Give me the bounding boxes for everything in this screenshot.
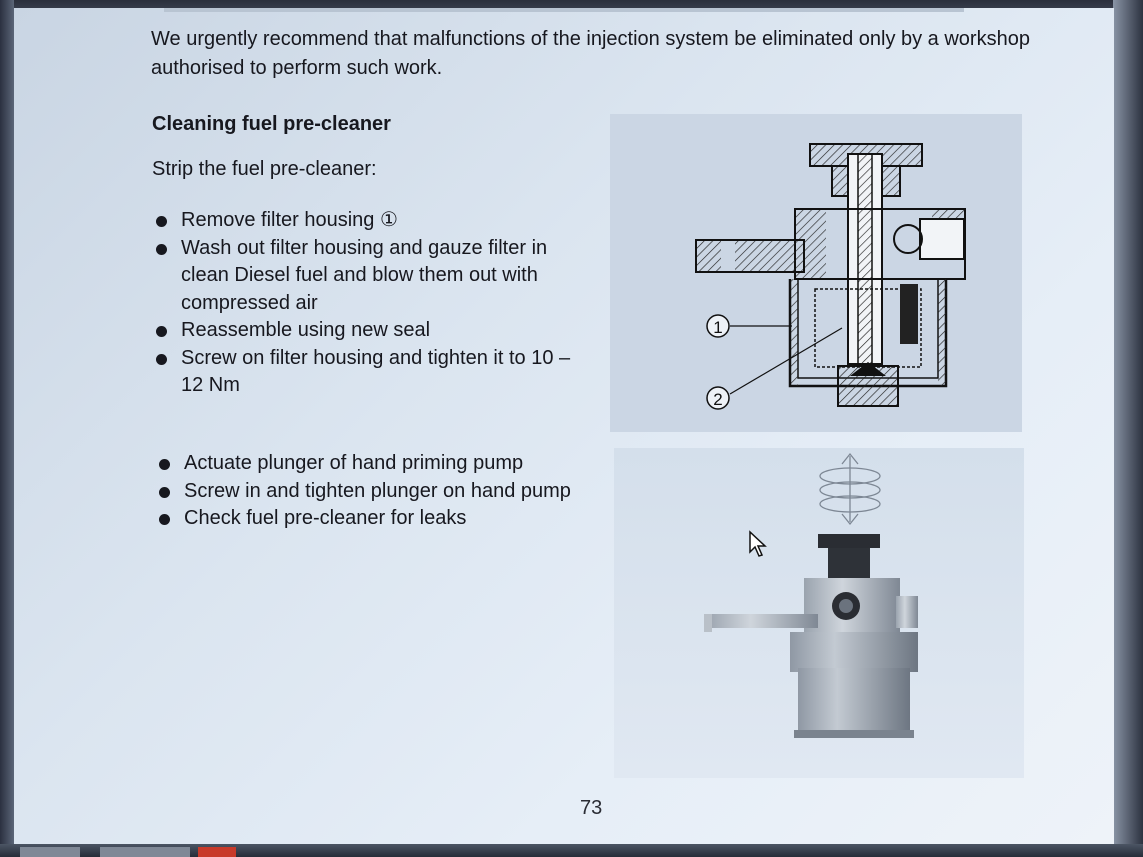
list-item: Wash out filter housing and gauze filter in clean Diesel fuel and blow them out with compressed air xyxy=(152,235,582,318)
priming-pump-drawing xyxy=(614,448,1024,778)
bullet-icon xyxy=(159,459,170,470)
section-subheading: Strip the fuel pre-cleaner: xyxy=(152,158,377,180)
list-item: Check fuel pre-cleaner for leaks xyxy=(155,505,585,533)
previous-text-remnant xyxy=(164,8,964,12)
pre-cleaner-cross-section-figure xyxy=(610,114,1022,432)
finish-steps-list xyxy=(155,450,585,533)
taskbar-button[interactable] xyxy=(20,847,80,857)
priming-pump-figure xyxy=(614,448,1024,778)
list-item: Actuate plunger of hand priming pump xyxy=(155,450,585,478)
cross-section-drawing xyxy=(610,114,1022,432)
list-item: Reassemble using new seal xyxy=(152,317,582,345)
strip-steps-list xyxy=(152,207,582,400)
page-number: 73 xyxy=(580,797,603,819)
taskbar-button[interactable] xyxy=(100,847,190,857)
list-item: Screw on filter housing and tighten it to 10 – 12 Nm xyxy=(152,345,582,400)
bullet-icon xyxy=(156,244,167,255)
intro-paragraph: We urgently recommend that malfunctions of the injection system be eliminated only by a workshop authorised to perform such work. xyxy=(151,28,1030,79)
bullet-icon xyxy=(159,514,170,525)
monitor-bezel-left xyxy=(0,0,14,857)
list-item: Remove filter housing ① xyxy=(152,207,582,235)
bullet-icon xyxy=(156,354,167,365)
section-heading: Cleaning fuel pre-cleaner xyxy=(152,113,391,135)
mouse-cursor-icon xyxy=(748,530,770,558)
taskbar-button-active[interactable] xyxy=(198,847,236,857)
bullet-icon xyxy=(156,326,167,337)
callout-1: 1 xyxy=(713,318,723,337)
bullet-icon xyxy=(159,487,170,498)
callout-2: 2 xyxy=(713,390,723,409)
bullet-icon xyxy=(156,216,167,227)
list-item: Screw in and tighten plunger on hand pump xyxy=(155,478,585,506)
monitor-bezel-right xyxy=(1113,0,1143,857)
